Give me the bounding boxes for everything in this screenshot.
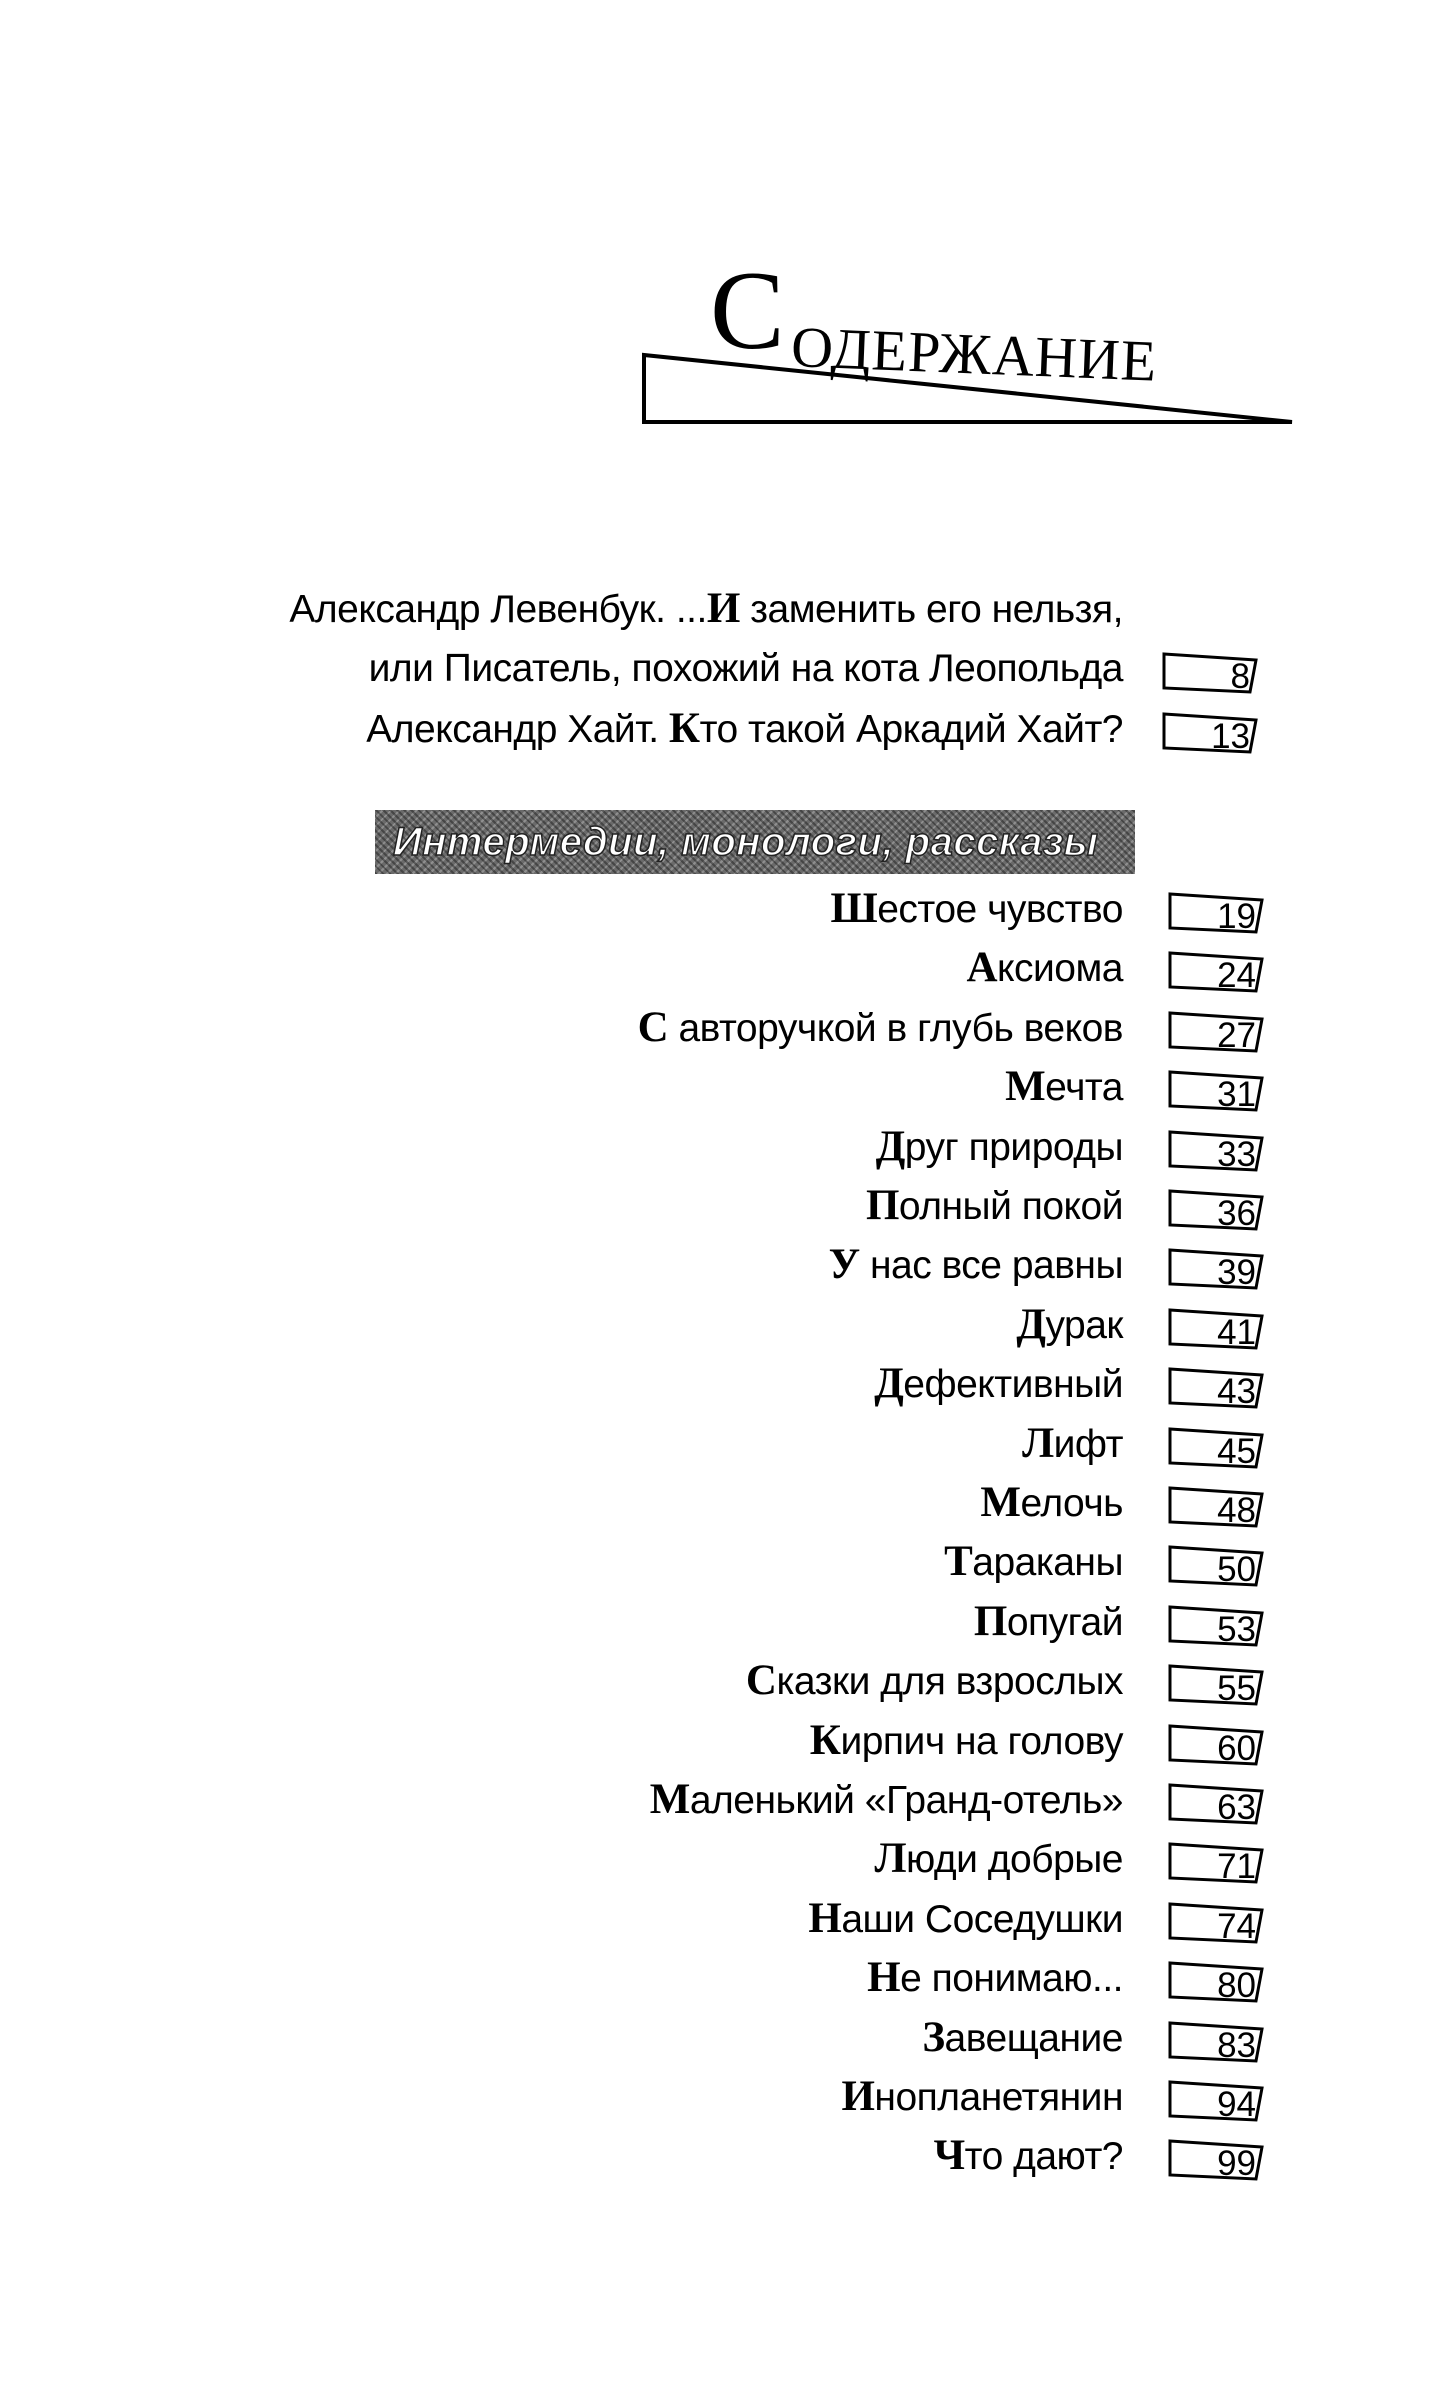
page-number: 24 <box>1217 956 1256 995</box>
page-number-box <box>1168 1961 1266 2005</box>
toc-entry[interactable] <box>638 1004 1123 1053</box>
toc-entry[interactable] <box>1022 1420 1123 1469</box>
entry-initial: И <box>841 2073 875 2120</box>
page-number-box <box>1168 1842 1266 1886</box>
entry-title: авещание <box>944 2017 1123 2060</box>
page-number-box <box>1162 712 1260 756</box>
toc-heading <box>640 249 1300 435</box>
page-number-box <box>1168 1189 1266 1233</box>
entry-title: олный покой <box>898 1185 1123 1228</box>
page-number: 27 <box>1217 1016 1256 1055</box>
page-number: 53 <box>1217 1610 1256 1649</box>
page-number: 55 <box>1217 1669 1256 1708</box>
toc-entry[interactable] <box>1005 1063 1123 1112</box>
section-banner <box>375 810 1135 874</box>
entry-initial: М <box>980 1479 1021 1526</box>
entry-initial: З <box>922 2014 945 2061</box>
page-number: 99 <box>1217 2144 1256 2183</box>
entry-title: е понимаю... <box>900 1957 1123 2000</box>
page-number-box <box>1168 892 1266 936</box>
entry-title: ефективный <box>903 1363 1123 1406</box>
entry-title: естое чувство <box>877 888 1123 931</box>
entry-title: нас все равны <box>859 1244 1123 1287</box>
page-number: 39 <box>1217 1253 1256 1292</box>
page-number-box <box>1168 1070 1266 1114</box>
entry-initial: Ш <box>830 885 878 932</box>
toc-entry[interactable] <box>746 1657 1123 1706</box>
entry-title: ксиома <box>997 947 1123 990</box>
page-number: 48 <box>1217 1491 1256 1530</box>
page-number-box <box>1168 1724 1266 1768</box>
heading-first-letter: С <box>710 249 785 373</box>
entry-title: авторучкой в глубь веков <box>668 1007 1123 1050</box>
entry-title: ирпич на голову <box>840 1720 1123 1763</box>
entry-initial: Л <box>874 1835 907 1882</box>
heading-rest: ОДЕРЖАНИЕ <box>789 314 1159 394</box>
toc-entry[interactable] <box>922 2014 1123 2063</box>
entry-title: руг природы <box>904 1126 1123 1169</box>
page-number: 36 <box>1217 1194 1256 1233</box>
page-number: 19 <box>1217 897 1256 936</box>
page-number: 8 <box>1230 657 1250 696</box>
page-number: 31 <box>1217 1075 1256 1114</box>
entry-title: аленький «Гранд-отель» <box>689 1779 1123 1822</box>
entry-title: казки для взрослых <box>776 1660 1123 1703</box>
toc-entry[interactable] <box>874 1835 1123 1884</box>
entry-initial: У <box>828 1241 860 1288</box>
toc-entry[interactable] <box>808 1895 1123 1944</box>
entry-title: аши Соседушки <box>841 1898 1123 1941</box>
toc-entry[interactable] <box>810 1717 1123 1766</box>
entry-initial: П <box>973 1598 1007 1645</box>
page-number-box <box>1168 1011 1266 1055</box>
entry-initial: Д <box>874 1360 904 1407</box>
toc-entry[interactable] <box>966 944 1123 993</box>
entry-title: ечта <box>1045 1066 1123 1109</box>
toc-entry[interactable] <box>829 1241 1123 1290</box>
entry-initial: С <box>745 1657 777 1704</box>
toc-entry[interactable] <box>974 1598 1123 1647</box>
page-number-box <box>1168 951 1266 995</box>
page-number-box <box>1168 1367 1266 1411</box>
entry-initial: А <box>966 944 998 991</box>
page-number-box <box>1168 1605 1266 1649</box>
toc-entry[interactable] <box>650 1776 1123 1825</box>
page-number: 71 <box>1217 1847 1256 1886</box>
page-number: 60 <box>1217 1729 1256 1768</box>
entry-title: опугай <box>1006 1601 1123 1644</box>
page-number: 80 <box>1217 1966 1256 2005</box>
entry-initial: Д <box>875 1123 905 1170</box>
entry-title: урак <box>1045 1304 1123 1347</box>
entry-initial: Л <box>1022 1420 1054 1467</box>
section-title: Интермедии, монологи, рассказы <box>393 820 1099 864</box>
page-number: 74 <box>1217 1907 1256 1946</box>
entry-initial: Т <box>944 1538 973 1585</box>
entry-title: то дают? <box>964 2135 1123 2178</box>
toc-entry[interactable] <box>980 1479 1123 1528</box>
entry-initial: С <box>637 1004 669 1051</box>
entry-title: нопланетянин <box>874 2076 1123 2119</box>
entry-initial: Ч <box>933 2132 965 2179</box>
toc-entry[interactable] <box>841 2073 1123 2122</box>
page-number: 63 <box>1217 1788 1256 1827</box>
page-number: 41 <box>1217 1313 1256 1352</box>
page-number: 45 <box>1217 1432 1256 1471</box>
page-number-box <box>1168 1308 1266 1352</box>
intro-entry-1-line1[interactable]: Александр Левенбук. ...И заменить его нельзя, <box>289 585 1123 632</box>
entry-initial: Н <box>808 1895 842 1942</box>
entry-title: юди добрые <box>906 1838 1123 1881</box>
toc-entry[interactable] <box>876 1123 1123 1172</box>
entry-initial: Н <box>867 1954 901 2001</box>
page-number-box <box>1168 2021 1266 2065</box>
page-number-box <box>1168 2080 1266 2124</box>
entry-title: ифт <box>1053 1423 1123 1466</box>
page-number-box <box>1168 1427 1266 1471</box>
toc-entry[interactable] <box>831 885 1124 934</box>
toc-entry[interactable] <box>867 1954 1123 2003</box>
entry-title: араканы <box>972 1541 1123 1584</box>
page-number-box <box>1168 1486 1266 1530</box>
page-number-box <box>1168 1664 1266 1708</box>
entry-initial: Д <box>1016 1301 1046 1348</box>
entry-title: елочь <box>1020 1482 1123 1525</box>
page-number: 50 <box>1217 1550 1256 1589</box>
page-number-box <box>1168 1545 1266 1589</box>
entry-initial: К <box>809 1717 841 1764</box>
toc-entry[interactable] <box>944 1538 1123 1587</box>
page-number-box <box>1168 1130 1266 1174</box>
toc-entry[interactable] <box>934 2132 1123 2181</box>
page-number-box <box>1168 1783 1266 1827</box>
page-number-box <box>1162 652 1260 696</box>
entry-initial: М <box>1005 1063 1046 1110</box>
page-number: 43 <box>1217 1372 1256 1411</box>
intro-entry-1-line2[interactable]: или Писатель, похожий на кота Леопольда <box>368 647 1123 690</box>
page-number: 94 <box>1217 2085 1256 2124</box>
entry-initial: П <box>865 1182 899 1229</box>
page-number: 83 <box>1217 2026 1256 2065</box>
toc-entry[interactable] <box>874 1360 1123 1409</box>
toc-entry[interactable] <box>866 1182 1123 1231</box>
page-number: 33 <box>1217 1135 1256 1174</box>
page-number: 13 <box>1211 717 1250 756</box>
page-number-box <box>1168 2139 1266 2183</box>
page-number-box <box>1168 1248 1266 1292</box>
intro-entry-2[interactable]: Александр Хайт. Кто такой Аркадий Хайт? <box>366 705 1123 752</box>
entry-initial: М <box>649 1776 690 1823</box>
toc-entry[interactable] <box>1016 1301 1123 1350</box>
page-number-box <box>1168 1902 1266 1946</box>
